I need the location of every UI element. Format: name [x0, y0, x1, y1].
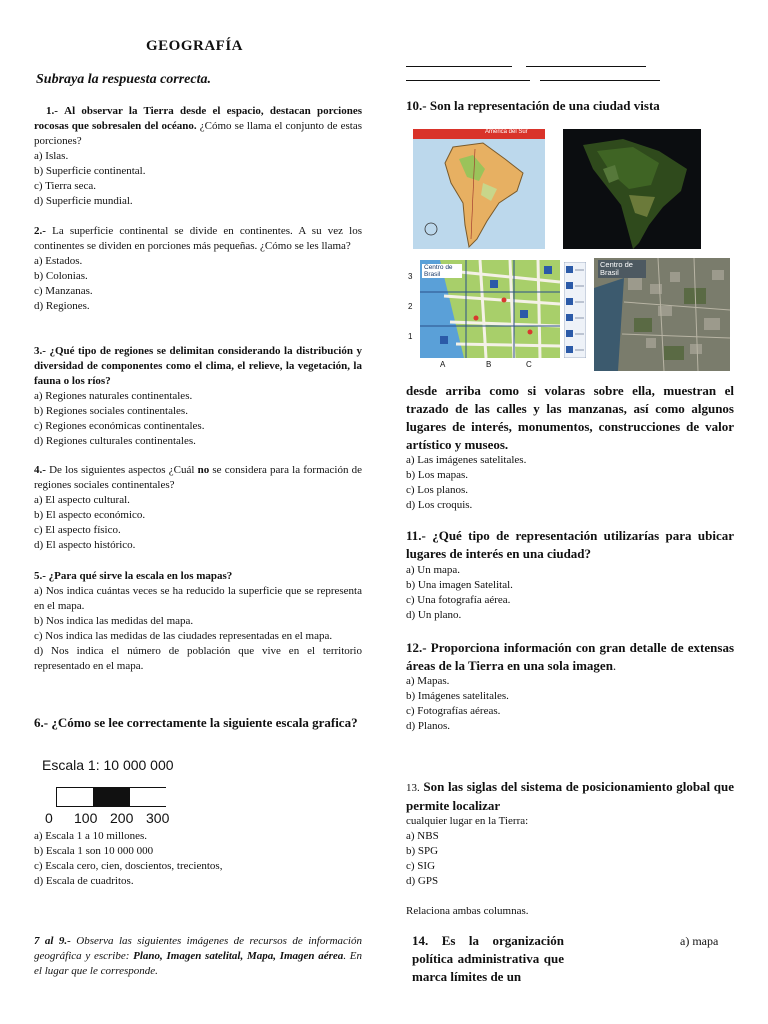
question-6 [34, 714, 362, 732]
q4-text-b: se considera para la formación de regiones sociales continentales? [34, 464, 363, 491]
q11-bold: ¿Qué tipo de representación utilizarías para ubicar lugares de interés en una ciudad? [406, 528, 734, 561]
q4-option-d: d) El aspecto histórico. [34, 539, 136, 551]
aerial-image [594, 258, 730, 371]
plan-label: Centro de Brasil [424, 264, 453, 278]
q3-option-d: d) Regiones culturales continentales. [34, 435, 196, 447]
q13-body [406, 814, 734, 889]
plan-row-1: 1 [408, 332, 413, 341]
q3-number: 3.- [34, 345, 46, 357]
q10-body [406, 382, 734, 454]
q2-option-b: b) Colonias. [34, 270, 88, 282]
q13-option-b: b) SPG [406, 845, 439, 857]
q3-option-b: b) Regiones sociales continentales. [34, 405, 188, 417]
q6-options [34, 829, 362, 889]
q10-options [406, 453, 734, 513]
q1-option-c: c) Tierra seca. [34, 180, 97, 192]
q7-number: 7 al 9.- [34, 935, 71, 947]
scale-tick-200: 200 [110, 810, 134, 826]
q11-option-a: a) Un mapa. [406, 564, 461, 576]
q10-heading [406, 97, 736, 115]
q1-number: 1.- [46, 105, 58, 117]
q11-option-c: c) Una fotografía aérea. [406, 594, 511, 606]
answer-line-4[interactable] [540, 80, 660, 81]
q2-number: 2.- [34, 225, 46, 237]
question-2 [34, 224, 362, 314]
q6-number: 6.- [34, 715, 49, 730]
q10-option-b: b) Los mapas. [406, 469, 469, 481]
q12-option-a: a) Mapas. [406, 675, 450, 687]
question-7-9 [34, 934, 362, 979]
scale-tick-300: 300 [146, 810, 170, 826]
plan-legend [564, 262, 586, 358]
scale-tick-100: 100 [74, 810, 98, 826]
q1-option-a: a) Islas. [34, 150, 69, 162]
q4-number: 4.- [34, 464, 46, 476]
q1-bold: Al observar la Tierra desde el espacio, destacan porciones rocosas que sobresalen del océano. [34, 105, 363, 132]
q2-text: La superficie continental se divide en continentes. A su vez los continentes se dividen en porciones más pequeñas. ¿Cómo se les llama? [34, 225, 363, 252]
q14-answer: a) mapa [680, 934, 719, 948]
q2-option-c: c) Manzanas. [34, 285, 93, 297]
q5-option-b: b) Nos indica las medidas del mapa. [34, 615, 194, 627]
q12-option-b: b) Imágenes satelitales. [406, 690, 509, 702]
answer-line-3[interactable] [406, 80, 530, 81]
question-4 [34, 463, 362, 553]
q11-options [406, 563, 734, 623]
q2-option-a: a) Estados. [34, 255, 83, 267]
q7-tail: . En el lugar que le corresponde. [34, 950, 362, 977]
q7-text: Observa las siguientes imágenes de recursos de información geográfica y escribe: [34, 935, 362, 962]
q3-bold: ¿Qué tipo de regiones se delimitan considerando la distribución y diversidad de componentes como el clima, el relieve, la vegetación, la fauna o los ríos? [34, 345, 362, 387]
page-title: GEOGRAFÍA [146, 38, 244, 54]
question-13 [406, 778, 734, 815]
q13-bold: Son las siglas del sistema de posicionamiento global que permite localizar [406, 779, 735, 813]
q5-option-c: c) Nos indica las medidas de las ciudades representadas en el mapa. [34, 630, 333, 642]
question-3 [34, 344, 362, 449]
q6-option-d: d) Escala de cuadritos. [34, 875, 134, 887]
q11-option-b: b) Una imagen Satelital. [406, 579, 513, 591]
q4-option-b: b) El aspecto económico. [34, 509, 146, 521]
q12-option-d: d) Planos. [406, 720, 450, 732]
q12-tail: . [612, 658, 617, 673]
q6-option-a: a) Escala 1 a 10 millones. [34, 830, 148, 842]
question-12 [406, 639, 734, 675]
q4-option-c: c) El aspecto físico. [34, 524, 121, 536]
q1-option-b: b) Superficie continental. [34, 165, 146, 177]
map-image [413, 129, 545, 249]
question-14 [412, 932, 564, 986]
q10-bold-a: Son la representación de una ciudad vista [429, 98, 660, 113]
q13-option-d: d) GPS [406, 875, 439, 887]
q6-option-b: b) Escala 1 son 10 000 000 [34, 845, 154, 857]
q3-option-c: c) Regiones económicas continentales. [34, 420, 205, 432]
q5-option-d: d) Nos indica el número de población que vive en el territorio representado en el mapa. [34, 645, 362, 672]
plan-col-a: A [440, 360, 446, 369]
map-label: América del Sur [485, 129, 528, 135]
q2-option-d: d) Regiones. [34, 300, 90, 312]
q6-bold: ¿Cómo se lee correctamente la siguiente escala grafica? [51, 715, 358, 730]
south-america-map [413, 129, 545, 249]
q12-bold: Proporciona información con gran detalle de extensas áreas de la Tierra en una sola imagen [406, 640, 735, 673]
plan-row-2: 2 [408, 302, 413, 311]
q4-option-a: a) El aspecto cultural. [34, 494, 130, 506]
q10-bold-b: desde arriba como si volaras sobre ella, muestran el trazado de las calles y las manzanas, así como algunos lugares de interés, monumentos, construcciones de valor artístico y museos. [406, 383, 734, 452]
q11-option-d: d) Un plano. [406, 609, 462, 621]
q5-bold: ¿Para qué sirve la escala en los mapas? [48, 570, 233, 582]
question-5 [34, 569, 362, 674]
q13-option-a: a) NBS [406, 830, 439, 842]
q10-option-a: a) Las imágenes satelitales. [406, 454, 527, 466]
graphic-scale-bar [56, 787, 166, 807]
question-1 [34, 104, 362, 209]
plan-col-c: C [526, 360, 532, 369]
q4-text-a: De los siguientes aspectos ¿Cuál [49, 464, 195, 476]
q5-number: 5.- [34, 570, 46, 582]
q10-option-c: c) Los planos. [406, 484, 469, 496]
q11-number: 11.- [406, 528, 426, 543]
scale-tick-0: 0 [45, 810, 53, 826]
q12-option-c: c) Fotografías aéreas. [406, 705, 501, 717]
scale-segment-1 [57, 788, 94, 806]
scale-segment-2 [93, 788, 129, 806]
q12-number: 12.- [406, 640, 427, 655]
question-11 [406, 527, 734, 563]
q13-option-c: c) SIG [406, 860, 436, 872]
q3-option-a: a) Regiones naturales continentales. [34, 390, 193, 402]
answer-line-2[interactable] [526, 66, 646, 67]
relate-instruction: Relaciona ambas columnas. [406, 905, 529, 917]
aerial-label: Centro de Brasil [598, 260, 646, 278]
q1-option-d: d) Superficie mundial. [34, 195, 133, 207]
q7-bold: Plano, Imagen satelital, Mapa, Imagen aérea [133, 950, 344, 962]
plan-row-3: 3 [408, 272, 413, 281]
scale-title: Escala 1: 10 000 000 [42, 757, 174, 773]
plan-col-b: B [486, 360, 492, 369]
q13-text: cualquier lugar en la Tierra: [406, 815, 529, 827]
satellite-south-america [563, 129, 701, 249]
q14-bold: Es la organización política administrativa que marca límites de un [412, 933, 564, 984]
q5-option-a: a) Nos indica cuántas veces se ha reducido la superficie que se representa en el mapa. [34, 585, 362, 612]
q14-number: 14. [412, 933, 429, 948]
scale-segment-3 [129, 788, 166, 806]
q10-number: 10.- [406, 98, 427, 113]
q13-number: 13. [406, 782, 420, 794]
satellite-image [563, 129, 701, 249]
plan-image [406, 258, 586, 371]
q1-text: ¿Cómo se llama el conjunto de estas porciones? [34, 120, 362, 147]
q10-option-d: d) Los croquis. [406, 499, 473, 511]
instruction: Subraya la respuesta correcta. [36, 72, 211, 87]
q6-option-c: c) Escala cero, cien, doscientos, trecientos, [34, 860, 223, 872]
q12-options [406, 674, 734, 734]
answer-line-1[interactable] [406, 66, 512, 67]
q4-text-bold: no [197, 464, 210, 476]
